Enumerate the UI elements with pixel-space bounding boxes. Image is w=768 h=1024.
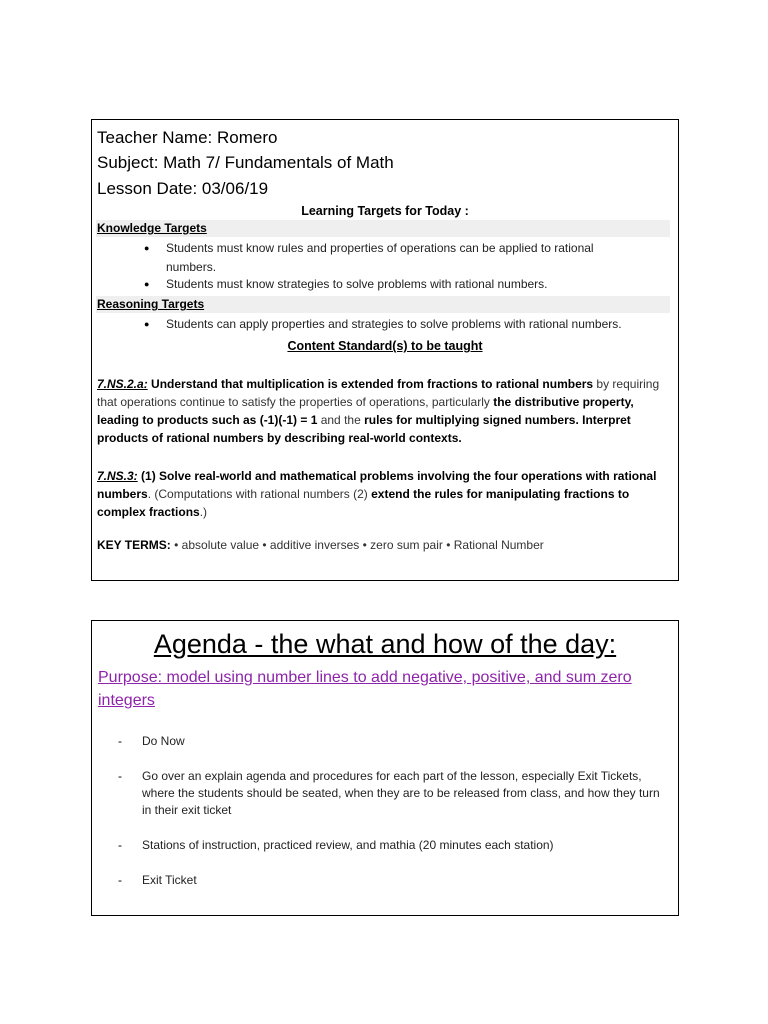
standard-text: by requiring that operations continue to satisfy the properties of operations, particularly	[97, 377, 660, 409]
content-standards-heading: Content Standard(s) to be taught	[287, 339, 483, 353]
bullet-icon: ●	[144, 279, 150, 289]
knowledge-target-item: Students must know rules and properties of operations can be applied to rational numbers.	[166, 241, 594, 274]
bullet-icon: ●	[144, 319, 150, 329]
dash-icon: -	[118, 838, 122, 852]
standard-7ns2a	[97, 375, 672, 447]
teacher-name: Teacher Name: Romero	[97, 128, 278, 147]
standard-code: 7.NS.3:	[97, 469, 138, 483]
bullet-icon: ●	[144, 243, 150, 253]
standard-text-bold: the distributive property, leading to products such as (-1)(-1) = 1	[97, 395, 634, 427]
standard-text-bold: Understand that multiplication is extended from fractions to rational numbers	[147, 377, 594, 391]
agenda-item: Go over an explain agenda and procedures for each part of the lesson, especially Exit Tickets, where the students should be seated, when they are to be released from class, and how they turn in their exit ticket	[142, 769, 660, 817]
dash-icon: -	[118, 734, 122, 748]
standard-text: and the	[317, 413, 365, 427]
knowledge-targets-heading: Knowledge Targets	[96, 220, 670, 237]
standard-text-bold: extend the rules for manipulating fractions to complex fractions	[97, 487, 630, 519]
standard-7ns3	[97, 467, 672, 521]
agenda-item: Do Now	[142, 734, 185, 748]
standard-code: 7.NS.2.a:	[97, 377, 148, 391]
standard-text-bold: rules for multiplying signed numbers. Interpret products of rational numbers by describing real-world contexts.	[97, 413, 631, 445]
reasoning-target-item: Students can apply properties and strategies to solve problems with rational numbers.	[166, 317, 622, 331]
standard-text-bold: (1) Solve real-world and mathematical problems involving the four operations with rational numbers	[97, 469, 657, 501]
subject: Subject: Math 7/ Fundamentals of Math	[97, 153, 394, 172]
knowledge-target-item: Students must know strategies to solve problems with rational numbers.	[166, 277, 548, 291]
key-terms	[97, 538, 544, 552]
reasoning-targets-heading: Reasoning Targets	[96, 296, 670, 313]
dash-icon: -	[118, 769, 122, 783]
agenda-title: Agenda - the what and how of the day:	[153, 629, 617, 659]
lesson-date: Lesson Date: 03/06/19	[97, 179, 269, 198]
standard-text: . (Computations with rational numbers (2)	[147, 487, 372, 501]
learning-targets-heading: Learning Targets for Today :	[301, 204, 469, 218]
key-terms-label: KEY TERMS:	[97, 538, 171, 552]
key-terms-list: • absolute value • additive inverses • zero sum pair • Rational Number	[170, 538, 544, 552]
agenda-box	[91, 620, 679, 916]
lesson-info-box	[91, 119, 679, 581]
purpose-statement: Purpose: model using number lines to add negative, positive, and sum zero integers	[98, 669, 632, 709]
agenda-item: Exit Ticket	[142, 873, 197, 887]
agenda-item: Stations of instruction, practiced review, and mathia (20 minutes each station)	[142, 838, 554, 852]
dash-icon: -	[118, 873, 122, 887]
standard-text: .)	[199, 505, 208, 519]
